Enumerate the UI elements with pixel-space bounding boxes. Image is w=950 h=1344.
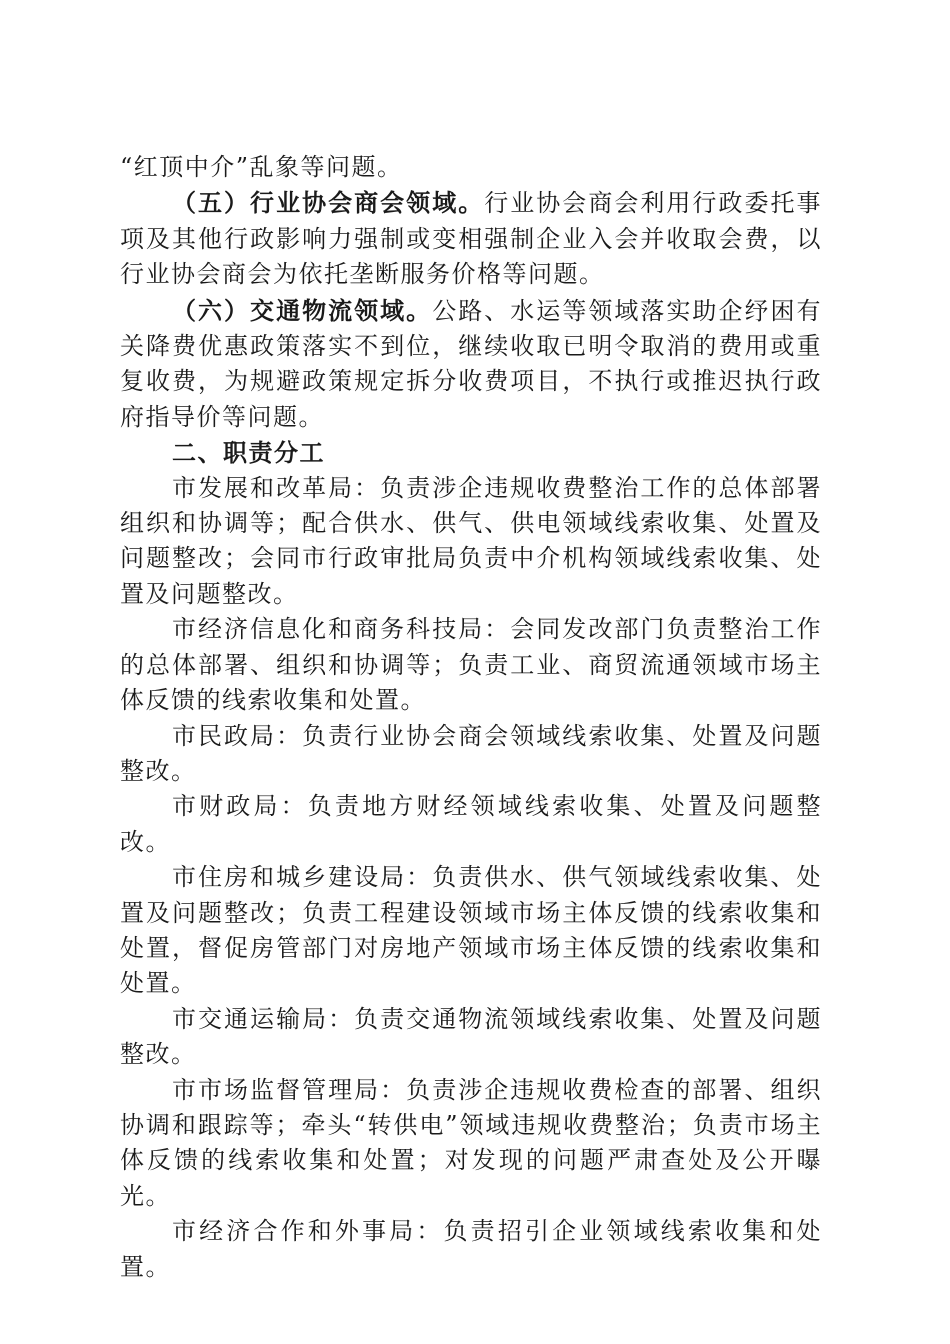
paragraph-lead: （五）行业协会商会领域。 <box>172 188 485 218</box>
paragraph-text: “红顶中介”乱象等问题。 <box>120 153 403 181</box>
duty-paragraph: 市民政局：负责行业协会商会领域线索收集、处置及问题整改。 <box>120 721 822 785</box>
paragraph-lead: （六）交通物流领域。 <box>172 295 433 325</box>
document-body <box>120 150 822 1285</box>
paragraph-industry-associations <box>120 185 822 292</box>
duty-paragraph: 市发展和改革局：负责涉企违规收费整治工作的总体部署组织和协调等；配合供水、供气、供电领域线索收集、处置及问题整改；会同市行政审批局负责中介机构领域线索收集、处置及问题整改。 <box>120 473 822 608</box>
duty-paragraph: 市交通运输局：负责交通物流领域线索收集、处置及问题整改。 <box>120 1004 822 1069</box>
duty-paragraph: 市经济合作和外事局：负责招引企业领域线索收集和处置。 <box>120 1217 822 1281</box>
paragraph-text: 行业协会商会利用行政委托事项及其他行政影响力强制或变相强制企业入会并收取会费，以行业协会商会为依托垄断服务价格等问题。 <box>120 189 822 289</box>
duty-paragraph: 市财政局：负责地方财经领域线索收集、处置及问题整改。 <box>120 792 822 856</box>
paragraph-continuation <box>120 150 822 185</box>
duty-paragraph: 市经济信息化和商务科技局：会同发改部门负责整治工作的总体部署、组织和协调等；负责工业、商贸流通领域市场主体反馈的线索收集和处置。 <box>120 615 822 715</box>
duty-paragraph: 市住房和城乡建设局：负责供水、供气领域线索收集、处置及问题整改；负责工程建设领域市场主体反馈的线索收集和处置，督促房管部门对房地产领域市场主体反馈的线索收集和处置。 <box>120 863 822 998</box>
section-heading: 二、职责分工 <box>172 438 325 468</box>
paragraph-text: 公路、水运等领域落实助企纾困有关降费优惠政策落实不到位，继续收取已明令取消的费用或重复收费，为规避政策规定拆分收费项目，不执行或推迟执行政府指导价等问题。 <box>120 296 823 431</box>
paragraph-transport-logistics <box>120 293 822 436</box>
duty-paragraph: 市市场监督管理局：负责涉企违规收费检查的部署、组织协调和跟踪等；牵头“转供电”领域违规收费整治；负责市场主体反馈的线索收集和处置；对发现的问题严肃查处及公开曝光。 <box>120 1075 822 1210</box>
